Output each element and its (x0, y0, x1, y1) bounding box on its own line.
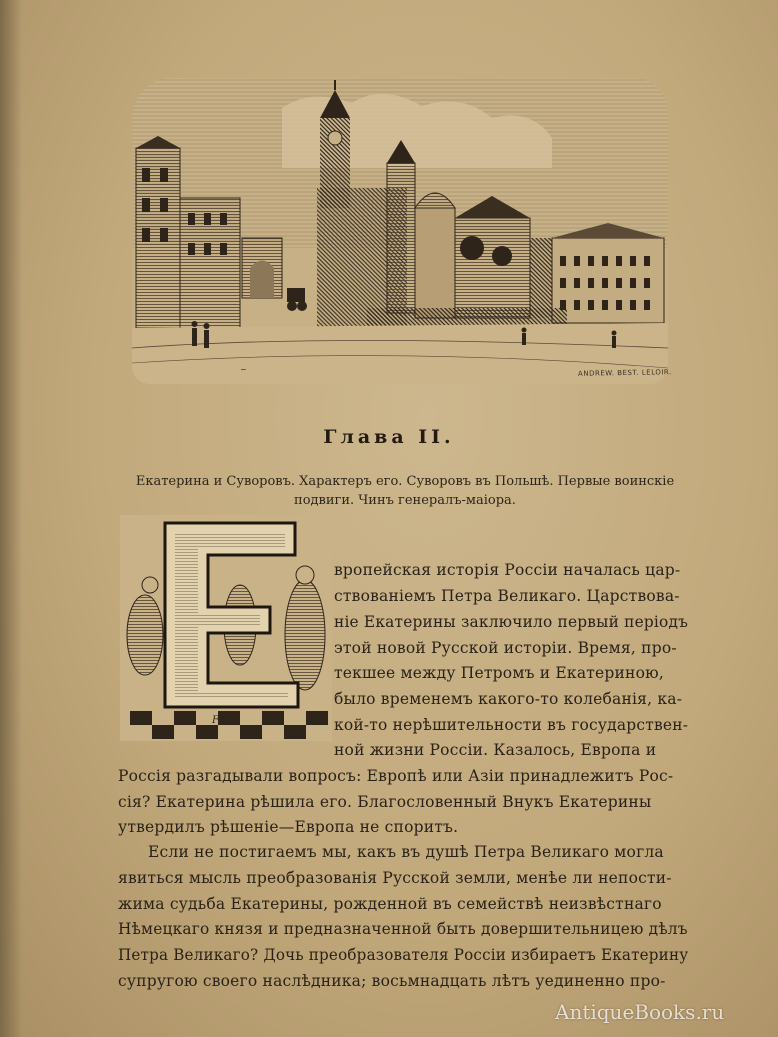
text-line-11: утвердилъ рѣшеніе—Европа не споритъ. (118, 818, 459, 836)
text-line-5: текшее между Петромъ и Екатериною, (334, 664, 664, 682)
engraver-monogram: ~ (240, 365, 247, 374)
text-line-12: Если не постигаемъ мы, какъ въ душѣ Петра Великаго могла (148, 843, 664, 861)
text-line-7: кой-то нерѣшительности въ государствен- (334, 716, 689, 734)
text-line-16: Петра Великаго? Дочь преобразователя Россіи избираетъ Екатерину (118, 946, 689, 964)
text-line-13: явиться мысль преобразованія Русской земли, менѣе ли непости- (118, 869, 672, 887)
text-line-17: супругою своего наслѣдника; восьмнадцать лѣтъ уединенно про- (118, 972, 666, 990)
engraving-credit: ANDREW. BEST. LELOIR. (577, 368, 672, 378)
page-edge-shadow (0, 0, 22, 1037)
illuminated-drop-cap (120, 515, 332, 741)
svg-text:FK: FK (212, 715, 227, 726)
text-line-14: жима судьба Екатерины, рожденной въ семействѣ неизвѣстнаго (118, 895, 662, 913)
chapter-summary (125, 472, 685, 510)
text-line-9: Россія разгадывали вопросъ: Европѣ или Азіи принадлежитъ Рос- (118, 767, 674, 785)
text-line-6: было временемъ какого-то колебанія, ка- (334, 690, 683, 708)
text-line-4: этой новой Русской исторіи. Время, про- (334, 639, 677, 657)
text-line-10: сія? Екатерина рѣшила его. Благословенный Внукъ Екатерины (118, 793, 652, 811)
text-line-1: вропейская исторія Россіи началась цар- (334, 561, 681, 579)
text-line-15: Нѣмецкаго князя и предназначенной быть довершительницею дѣлъ (118, 920, 688, 938)
wawel-cathedral-engraving (132, 78, 668, 384)
text-line-2: ствованіемъ Петра Великаго. Царствова- (334, 587, 680, 605)
text-line-8: ной жизни Россіи. Казалось, Европа и (334, 741, 657, 759)
site-watermark: AntiqueBooks.ru (555, 1000, 725, 1024)
chapter-title: Глава II. (323, 426, 455, 448)
chapter-summary-line-1: Екатерина и Суворовъ. Характеръ его. Суворовъ въ Польшѣ. Первые воинскіе (135, 474, 675, 489)
text-line-3: ніе Екатерины заключило первый періодъ (334, 613, 689, 631)
chapter-summary-line-2: подвиги. Чинъ генералъ-маіора. (294, 493, 516, 508)
